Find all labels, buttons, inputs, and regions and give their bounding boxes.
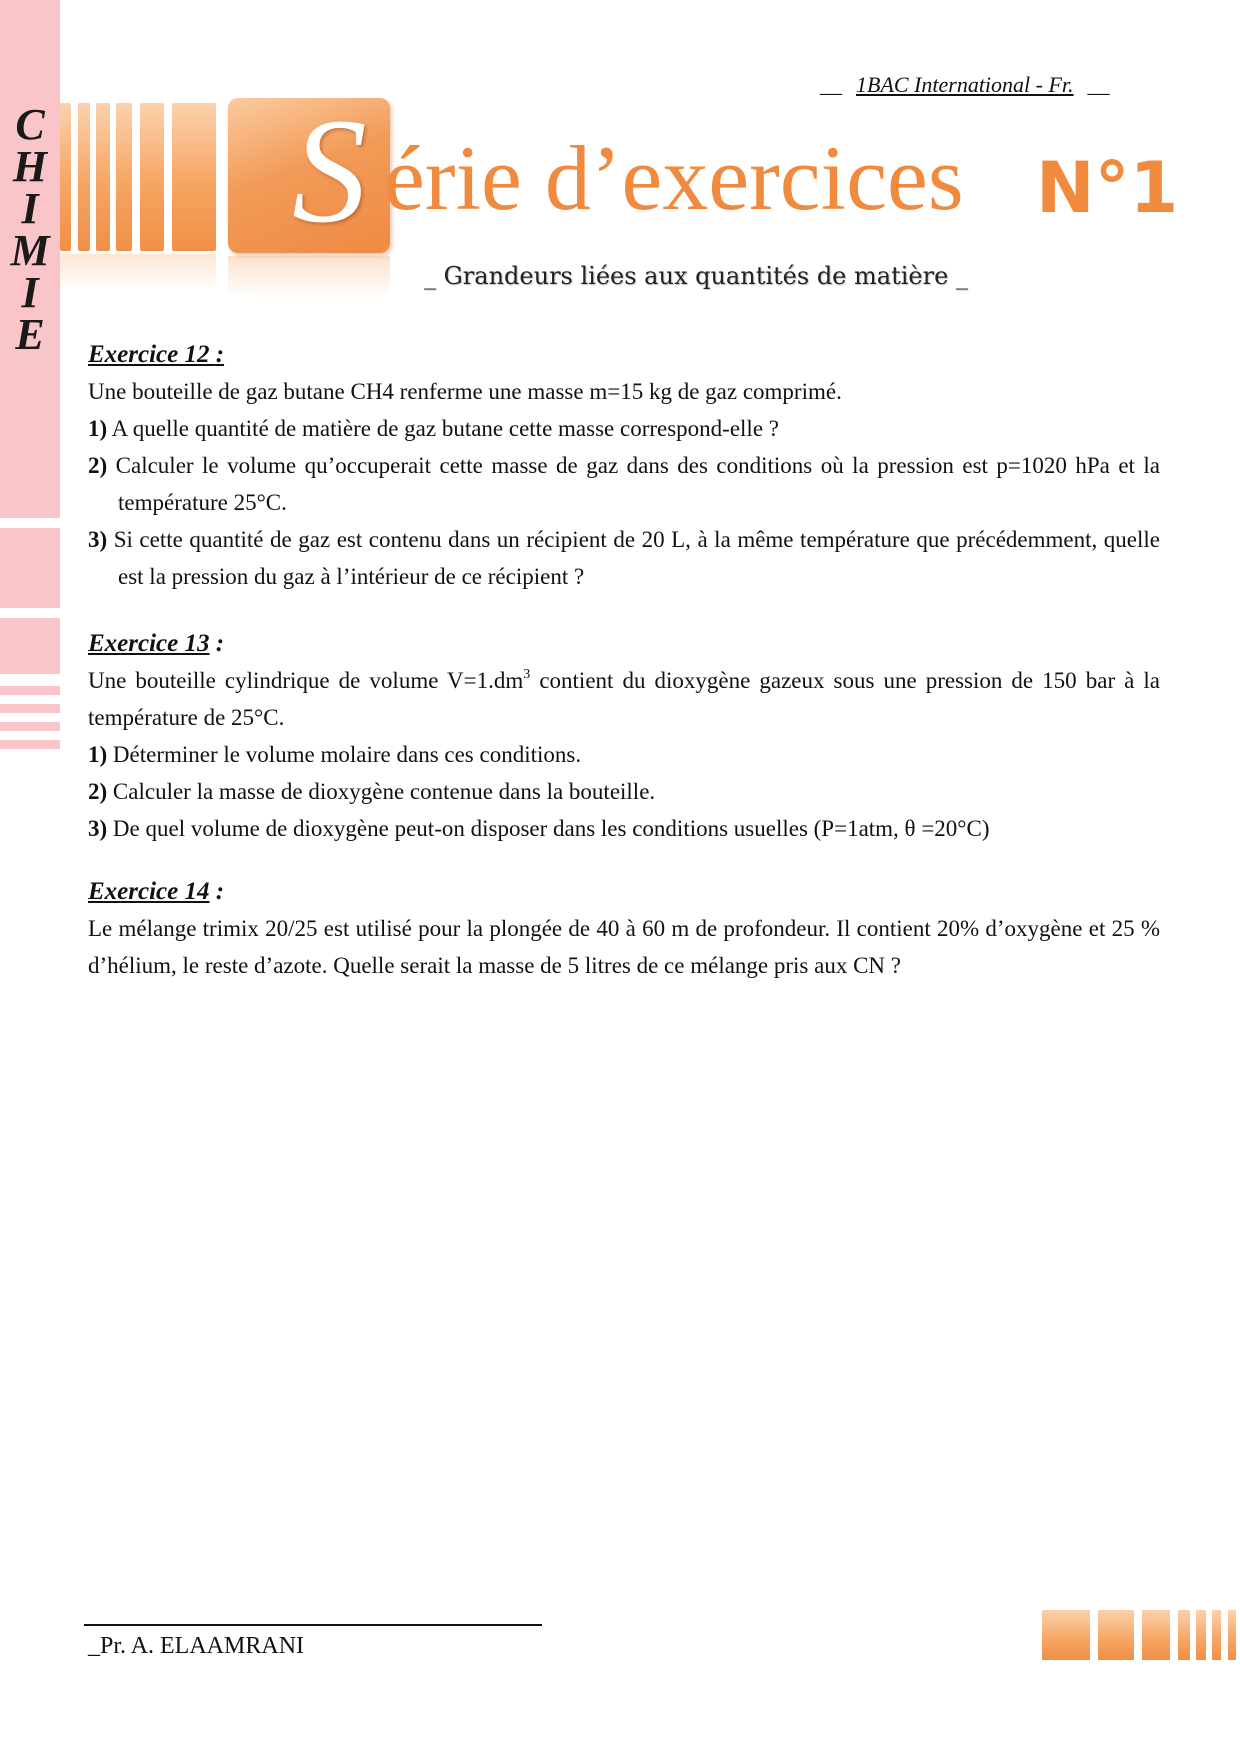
exercise-title: Exercice 12 : [88, 341, 225, 368]
title-reflection [228, 256, 390, 298]
title-stripe [78, 103, 90, 251]
level-dash-left: __ [820, 72, 842, 97]
footer-stripe [1228, 1610, 1236, 1660]
question: 2) Calculer le volume qu’occuperait cette masse de gaz dans des conditions où la pression est p=1020 hPa et la température 25°C. [88, 453, 1161, 515]
sidebar-stripe [0, 722, 60, 731]
exercise-list [88, 336, 1160, 984]
level-text: 1BAC International - Fr. [856, 72, 1074, 97]
title-stripe [172, 103, 216, 251]
title-initial: S [292, 88, 367, 254]
page-subtitle: _ Grandeurs liées aux quantités de matière _ [424, 262, 968, 290]
title-stripe [96, 103, 110, 251]
question: 1) A quelle quantité de matière de gaz butane cette masse correspond-elle ? [88, 416, 779, 441]
title-reflection [60, 254, 216, 290]
level-dash-right: __ [1087, 72, 1110, 97]
exercise-intro: Une bouteille cylindrique de volume $V=1.dm^3$ contient du dioxygène gazeux sous une pression de 150 bar à la température de 25°C. [88, 667, 1160, 730]
footer-stripe [1196, 1610, 1206, 1660]
subject-label [0, 100, 60, 359]
exercise-12 [88, 336, 1160, 595]
footer-stripe [1098, 1610, 1134, 1660]
footer-stripe [1142, 1610, 1170, 1660]
footer-stripe [1178, 1610, 1190, 1660]
footer-stripe [1212, 1610, 1221, 1660]
subject-letter: H [12, 142, 48, 191]
footer-divider [84, 1624, 542, 1626]
sidebar-stripe [0, 686, 60, 695]
exercise-title: Exercice 14 : [88, 878, 225, 905]
question: 1) Déterminer le volume molaire dans ces conditions. [88, 742, 582, 767]
exercise-13 [88, 625, 1160, 847]
subject-letter: E [15, 310, 45, 359]
exercise-14 [88, 873, 1160, 984]
subject-letter: I [21, 268, 39, 317]
sidebar-block [0, 528, 60, 608]
series-number: N°1 [1036, 147, 1179, 229]
sidebar-block [0, 618, 60, 674]
title-stripe [140, 103, 164, 251]
sidebar-stripe [0, 740, 60, 749]
question: 2) Calculer la masse de dioxygène contenue dans la bouteille. [88, 779, 656, 804]
subject-letter: M [10, 226, 50, 275]
footer-stripe [1042, 1610, 1090, 1660]
sidebar-stripe [0, 704, 60, 713]
subject-letter: C [15, 100, 45, 149]
exercise-intro: Une bouteille de gaz butane CH4 renferme une masse m=15 kg de gaz comprimé. [88, 379, 842, 404]
level-header [820, 72, 1110, 98]
subject-letter: I [21, 184, 39, 233]
title-stripe [60, 103, 71, 251]
title-stripe [116, 103, 132, 251]
question: 3) De quel volume de dioxygène peut-on disposer dans les conditions usuelles (P=1atm, θ =20°C) [88, 816, 990, 841]
footer-author: _Pr. A. ELAAMRANI [88, 1633, 305, 1659]
page-title: érie d’exercices [384, 127, 964, 229]
exercise-intro: Le mélange trimix 20/25 est utilisé pour la plongée de 40 à 60 m de profondeur. Il contient 20% d’oxygène et 25 % d’hélium, le reste d’azote. Quelle serait la masse de 5 litres de ce mélange pris aux CN ? [88, 916, 1160, 978]
question: 3) Si cette quantité de gaz est contenu dans un récipient de 20 L, à la même température que précédemment, quelle est la pression du gaz à l’intérieur de ce récipient ? [88, 527, 1161, 589]
exercise-title: Exercice 13 : [88, 630, 225, 657]
